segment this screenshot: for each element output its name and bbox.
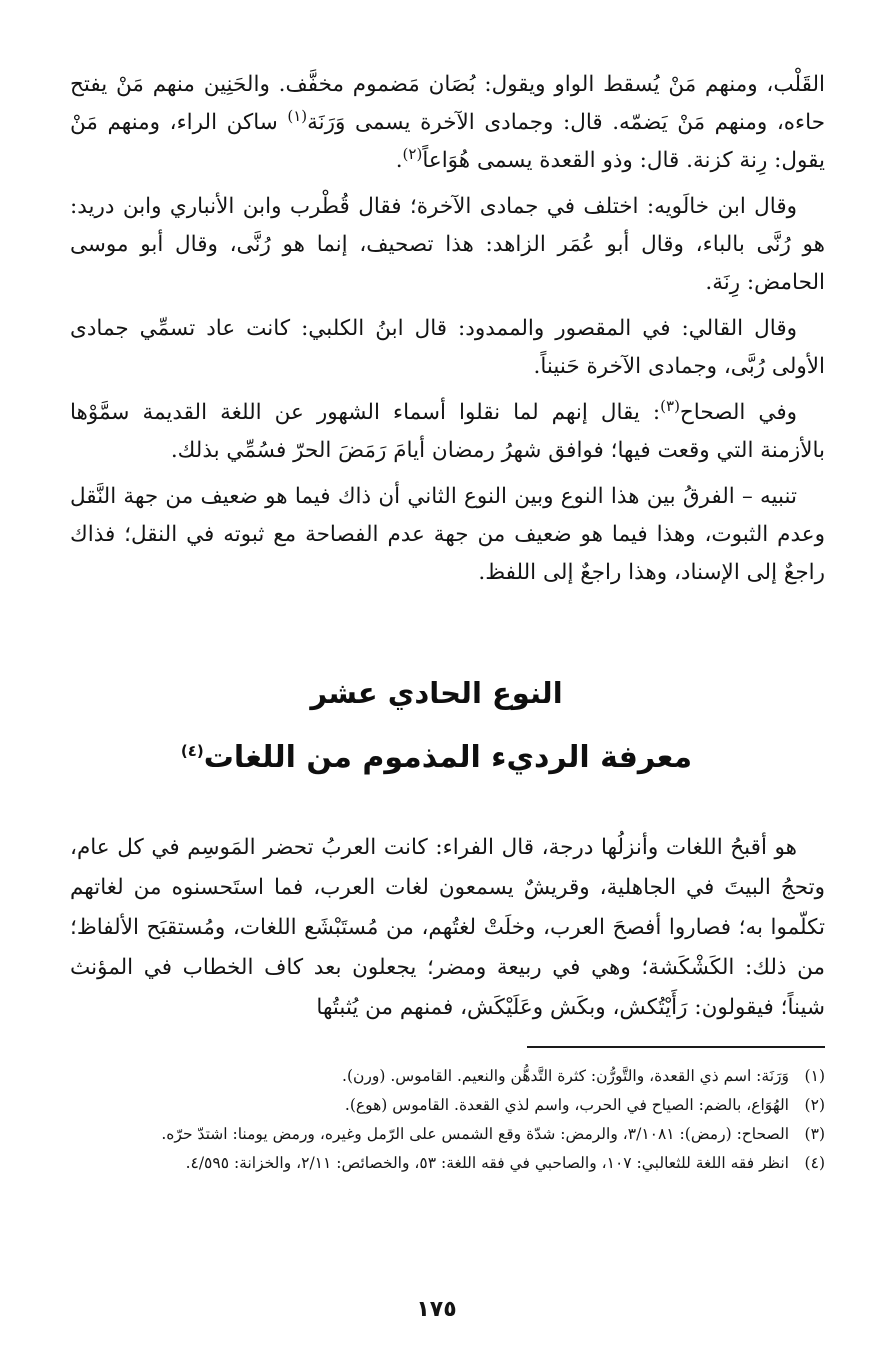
footnote-number: (٤) [804,1154,825,1172]
paragraph-1-text-c: . [395,148,403,173]
section-title-heading [48,740,825,775]
footnote-divider [527,1046,825,1048]
footnotes [66,1062,825,1178]
paragraph-5-note: تنبيه – الفرقُ بين هذا النوع وبين النوع الثاني أن ذاك فيما هو ضعيف من جهة النَّقل وعدم الثبوت، وهذا فيما هو ضعيف من جهة عدم الفصاحة مع ثبوته في النقل؛ فذاك راجعٌ إلى الإسناد، وهذا راجعٌ إلى اللفظ. [70,484,825,585]
footnote-text: الصحاح: (رمض): ٣/١٠٨١، والرمض: شدّة وقع الشمس على الرّمل وغيره، ورمض يومنا: اشتدّ حرّه. [161,1125,789,1143]
paragraph-4-text-a: وفي الصحاح [679,400,797,425]
footnote-number: (٣) [804,1125,825,1143]
footnote-ref-4: (٤) [180,742,204,760]
section-body [70,828,825,1028]
section-title-text: معرفة الرديء المذموم من اللغات [203,740,693,775]
footnote-text: الهُوَاع، بالضم: الصياح في الحرب، واسم لذي القعدة. القاموس (هوع). [344,1096,789,1114]
footnote-number: (٢) [804,1096,825,1114]
section-paragraph-1: هو أقبحُ اللغات وأنزلُها درجة، قال الفراء: كانت العربُ تحضر المَوسِم في كل عام، وتحجُ البيتَ في الجاهلية، وقريشٌ يسمعون لغات العرب، فما استَحسنوه من لغاتهم تكلّموا به؛ فصاروا أفصحَ العرب، وخلَتْ لغتُهم، من مُستَبْشَع اللغات، ومُستقبَح الألفاظ؛ من ذلك: الكَشْكَشة؛ وهي في ربيعة ومضر؛ يجعلون بعد كاف الخطاب في المؤنث شيناً؛ فيقولون: رَأَيْتُكش، وبكَش وعَلَيْكَش، فمنهم من يُثبتُها [70,835,825,1020]
footnote-ref-1: (١) [287,106,308,125]
paragraph-4-text-b: : يقال إنهم لما نقلوا أسماء الشهور عن اللغة القديمة سمَّوْها بالأزمنة التي وقعت فيها؛ فوافق شهرُ رمضان أيامَ رَمَضَ الحرّ فسُمِّي بذلك. [70,400,825,463]
footnote-text: وَرَنَة: اسم ذي القعدة، والتَّورُّن: كثرة التَّدهُّن والنعيم. القاموس. (ورن). [342,1067,789,1085]
footnote-1 [66,1062,825,1091]
paragraph-1-text-a: القَلْب، ومنهم مَنْ يُسقط الواو ويقول: بُصَان مَضموم مخفَّف. والحَنِين منهم مَنْ يفتح حاءه، ومنهم مَنْ يَضمّه. قال: وجمادى الآخرة يسمى وَرَنَة [70,72,826,135]
footnote-ref-3: (٣) [660,396,680,415]
footnote-3 [66,1120,825,1149]
page-number: ١٧٥ [416,1297,457,1322]
section-type-heading: النوع الحادي عشر [310,676,563,710]
footnote-number: (١) [804,1067,825,1085]
main-text-block [70,66,825,600]
paragraph-1 [70,66,825,180]
paragraph-3: وقال القالي: في المقصور والممدود: قال ابنُ الكلبي: كانت عاد تسمِّي جمادى الأولى رُبَّى، وجمادى الآخرة حَنيناً. [70,316,825,379]
footnote-2 [66,1091,825,1120]
footnote-4 [66,1149,825,1178]
footnote-ref-2: (٢) [402,144,423,163]
paragraph-1-text-b: ساكن الراء، ومنهم مَنْ يقول: رِنة كزنة. قال: وذو القعدة يسمى هُوَاعاً [70,110,825,173]
footnote-text: انظر فقه اللغة للثعالبي: ١٠٧، والصاحبي في فقه اللغة: ٥٣، والخصائص: ٢/١١، والخزانة: ٤/٥٩٥. [185,1154,789,1172]
paragraph-4 [70,394,825,470]
paragraph-2: وقال ابن خالَويه: اختلف في جمادى الآخرة؛ فقال قُطْرب وابن الأنباري وابن دريد: هو رُنَّى بالباء، وقال أبو عُمَر الزاهد: هذا تصحيف، إنما هو رُنَّى، وقال أبو موسى الحامض: رِنَة. [70,194,825,295]
